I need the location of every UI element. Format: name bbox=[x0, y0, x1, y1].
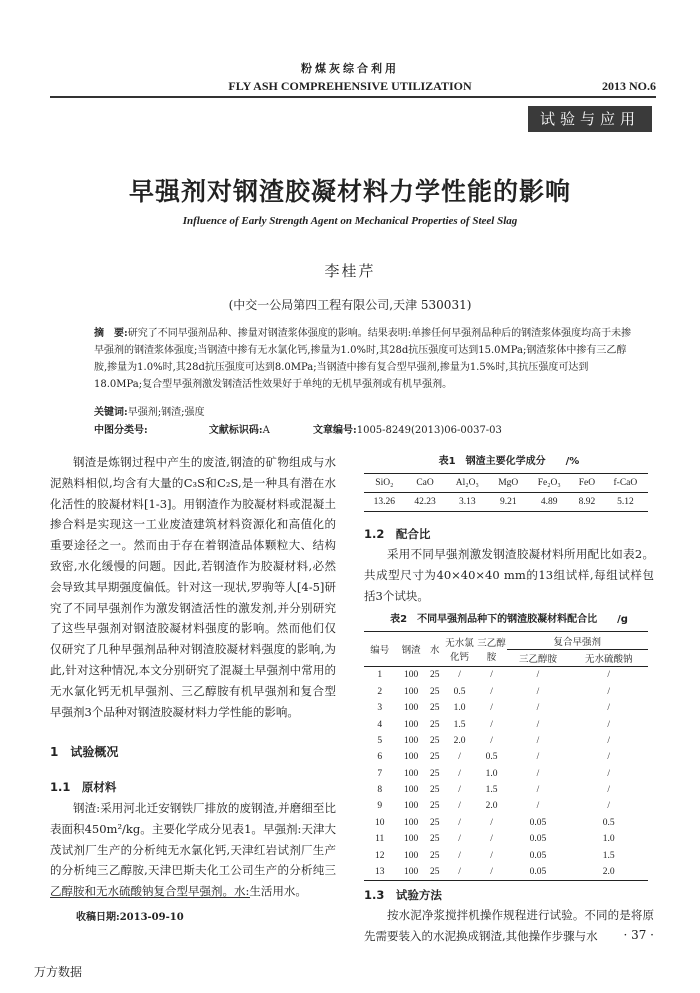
table-row bbox=[364, 847, 648, 863]
table2-cell: 25 bbox=[429, 817, 440, 828]
journal-title-en: FLY ASH COMPREHENSIVE UTILIZATION bbox=[228, 79, 472, 93]
doc-code-value: A bbox=[262, 425, 270, 436]
table1-caption: 表1 钢渣主要化学成分 /% bbox=[438, 456, 580, 467]
table2-cell: 100 bbox=[404, 817, 419, 828]
table2-caption: 表2 不同早强剂品种下的钢渣胶凝材料配合比 /g bbox=[390, 614, 628, 626]
table2-cell: 25 bbox=[429, 801, 440, 812]
table2-cell: 1.0 bbox=[485, 768, 498, 779]
table2-cell: 0.5 bbox=[485, 752, 498, 763]
table2-cell: 100 bbox=[404, 801, 419, 812]
table2-cell: / bbox=[458, 768, 461, 779]
table2-cell: 100 bbox=[404, 670, 419, 681]
table2-header: 编号 bbox=[364, 632, 395, 667]
affiliation: (中交一公局第四工程有限公司,天津 530031) bbox=[228, 298, 472, 312]
heading-1-2: 1.2 配合比 bbox=[364, 527, 431, 541]
table-row bbox=[364, 782, 648, 798]
materials-paragraph: 钢渣:采用河北迁安钢铁厂排放的废钢渣,并磨细至比表面积450m²/kg。主要化学成分见表1。早强剂:天津大茂试剂厂生产的分析纯无水氯化钙,天津红岩试剂厂生产的分析纯三乙醇胺,天津巴斯夫化工公司生产的分析纯三乙醇胺和无水硫酸钠复合型早强剂。水:生活用水。 bbox=[50, 800, 336, 899]
intro-paragraph: 钢渣是炼钢过程中产生的废渣,钢渣的矿物组成与水泥熟料相似,均含有大量的C₃S和C₂S,是一种具有潜在水化活性的胶凝材料[1-3]。用钢渣作为胶凝材料或混凝土掺合料是实现这一工业废渣建筑材料资源化和高值化的重要途径之一。然而由于存在着钢渣品体颗粒大、结构致密,水化缓慢的问题。因此,若钢渣作为胶凝材料,必然会导致其早期强度偏低。针对这一现状,罗驹等人[4-5]研究了不同早强剂作为激发钢渣活性的激发剂,并分别研究了这些早强剂对钢渣胶凝材料强度的影响。然而他们仅仅研究了几种早强剂品种对钢渣胶凝材料强度的影响,为此,针对这种情况,本文分别研究了混凝土早强剂中常用的无水氯化钙无机早强剂、三乙醇胺有机早强剂和复合型早强剂3个品种对钢渣胶凝材料力学性能的影响。 bbox=[50, 455, 336, 719]
table2-cell: 25 bbox=[429, 785, 440, 796]
left-column bbox=[50, 452, 336, 902]
table2-header: 三乙醇胺 bbox=[477, 632, 507, 667]
table2-cell: 7 bbox=[377, 768, 383, 779]
table2-cell: 25 bbox=[429, 850, 440, 861]
table-row bbox=[364, 716, 648, 732]
table1-header: Al₂O₃ bbox=[445, 474, 489, 493]
keywords-text: 早强剂;钢渣;强度 bbox=[127, 407, 205, 418]
table2-cell: 2.0 bbox=[453, 735, 466, 746]
table2-cell: 1.0 bbox=[602, 834, 615, 845]
table1-cell: 8.92 bbox=[571, 493, 603, 512]
table2-cell: / bbox=[607, 670, 611, 681]
table2-cell: / bbox=[536, 703, 540, 714]
table2-cell: / bbox=[490, 686, 493, 697]
table2-cell: / bbox=[536, 752, 540, 763]
mix-paragraph: 采用不同早强剂激发钢渣胶凝材料所用配比如表2。共成型尺寸为40×40×40 mm的13组试样,每组试样包括3个试块。 bbox=[364, 547, 654, 603]
abstract bbox=[94, 325, 634, 393]
table-row bbox=[364, 798, 648, 814]
table2-header: 三乙醇胺 bbox=[507, 649, 570, 666]
table-row bbox=[364, 684, 648, 700]
table2-body bbox=[364, 667, 648, 881]
table2-header: 无水氯化钙 bbox=[443, 632, 477, 667]
table2-cell: / bbox=[536, 719, 540, 730]
table2-cell: / bbox=[607, 735, 611, 746]
table2-cell: 8 bbox=[377, 785, 383, 796]
table1-header: CaO bbox=[405, 474, 446, 493]
table-row bbox=[364, 766, 648, 782]
article-no-label: 文章编号: bbox=[313, 425, 357, 436]
table2-cell: 100 bbox=[395, 864, 426, 881]
table2-cell: 1.5 bbox=[453, 719, 466, 730]
table2-cell: / bbox=[490, 817, 493, 828]
table2-cell: 2.0 bbox=[485, 801, 498, 812]
table2-cell: 9 bbox=[377, 801, 383, 812]
table2-cell: / bbox=[490, 703, 493, 714]
table2-cell: 1 bbox=[377, 670, 383, 681]
section-tag: 试验与应用 bbox=[528, 106, 652, 132]
article-no-value: 1005-8249(2013)06-0037-03 bbox=[356, 425, 502, 436]
table2-cell: 1.5 bbox=[602, 850, 615, 861]
abstract-text: 研究了不同早强剂品种、掺量对钢渣浆体强度的影响。结果表明:单掺任何早强剂品种后的钢渣浆体强度均高于未掺早强剂的钢渣浆体强度;当钢渣中掺有无水氯化钙,掺量为1.0%时,其28d抗压强度可达到15.0MPa;钢渣浆体中掺有三乙醇胺,掺量为1.0%时,其28d抗压强度可达到8.0MPa;当钢渣中掺有复合型早强剂,掺量为1.5%时,其抗压强度可达到18.0MPa;复合型早强剂激发钢渣活性效果好于单纯的无机早强剂或有机早强剂。 bbox=[94, 328, 632, 390]
method-block bbox=[364, 905, 654, 947]
right-column bbox=[364, 452, 654, 947]
table2-header: 复合早强剂 bbox=[507, 632, 648, 649]
table1-header: SiO₂ bbox=[364, 474, 405, 493]
table2-cell: 25 bbox=[429, 703, 440, 714]
table2-cell: / bbox=[490, 670, 493, 681]
table2-cell: / bbox=[490, 735, 493, 746]
table2-cell: / bbox=[607, 801, 611, 812]
table2-cell: 0.5 bbox=[602, 817, 615, 828]
keywords bbox=[94, 403, 204, 418]
table2-cell: 25 bbox=[429, 735, 440, 746]
table1-cell: 5.12 bbox=[603, 493, 648, 512]
heading-1-1: 1.1 原材料 bbox=[50, 780, 117, 795]
table2-cell: 25 bbox=[429, 686, 440, 697]
table2-cell: / bbox=[458, 785, 461, 796]
table2-cell: 100 bbox=[404, 703, 419, 714]
table-row bbox=[364, 749, 648, 765]
table1-header: f-CaO bbox=[603, 474, 648, 493]
table2-cell: / bbox=[536, 801, 540, 812]
table2-cell: / bbox=[458, 801, 461, 812]
table2-header: 钢渣 bbox=[395, 632, 426, 667]
table2-cell: 25 bbox=[429, 719, 440, 730]
issue-number: 2013 NO.6 bbox=[602, 79, 656, 93]
table1-cell: 9.21 bbox=[489, 493, 527, 512]
table2-cell: / bbox=[490, 834, 493, 845]
table2-cell: / bbox=[536, 735, 540, 746]
table2-cell: 2.0 bbox=[569, 864, 648, 881]
keywords-label: 关键词: bbox=[94, 407, 128, 418]
author: 李桂芹 bbox=[324, 262, 376, 280]
table2-cell: / bbox=[490, 850, 493, 861]
table2-cell: 25 bbox=[429, 670, 440, 681]
table2-cell: / bbox=[458, 850, 461, 861]
table2-cell: / bbox=[490, 719, 493, 730]
table2-cell: 5 bbox=[377, 735, 383, 746]
table2-cell: / bbox=[607, 752, 611, 763]
table-row bbox=[364, 815, 648, 831]
table2-cell: 0.05 bbox=[529, 834, 547, 845]
table2-cell: / bbox=[607, 686, 611, 697]
table2-cell: / bbox=[607, 703, 611, 714]
doc-code-label: 文献标识码: bbox=[208, 425, 263, 436]
table2-cell: 100 bbox=[404, 735, 419, 746]
table2-cell: 0.05 bbox=[529, 817, 547, 828]
table2-cell: 0.5 bbox=[453, 686, 466, 697]
table2-cell: 0.05 bbox=[529, 850, 547, 861]
table2-cell: 100 bbox=[404, 768, 419, 779]
method-paragraph: 按水泥净浆搅拌机操作规程进行试验。不同的是将原先需要装入的水泥换成钢渣,其他操作步骤与水 bbox=[364, 908, 654, 944]
table2-header: 无水硫酸钠 bbox=[569, 649, 648, 666]
table2-header: 水 bbox=[427, 632, 443, 667]
table2-cell: / bbox=[536, 768, 540, 779]
page-number: · 37 · bbox=[623, 928, 654, 942]
table2-cell: / bbox=[536, 686, 540, 697]
table2-cell: / bbox=[458, 670, 461, 681]
table2-cell: / bbox=[607, 719, 611, 730]
table2-cell: / bbox=[536, 785, 540, 796]
table1-cell: 13.26 bbox=[364, 493, 405, 512]
table2-cell: 2 bbox=[377, 686, 383, 697]
table1-cell: 3.13 bbox=[445, 493, 489, 512]
table1-cell: 4.89 bbox=[527, 493, 571, 512]
table-row bbox=[364, 831, 648, 847]
table2-cell: / bbox=[458, 817, 461, 828]
table2-cell: / bbox=[607, 768, 611, 779]
table-row bbox=[364, 667, 648, 684]
table-row bbox=[364, 700, 648, 716]
table1-header: Fe₂O₃ bbox=[527, 474, 571, 493]
clc-label: 中图分类号: bbox=[94, 425, 148, 436]
table2-cell: 100 bbox=[404, 686, 419, 697]
table2-cell: 1.5 bbox=[485, 785, 498, 796]
abstract-label: 摘 要: bbox=[94, 328, 128, 339]
table2-cell: 1.0 bbox=[453, 703, 466, 714]
heading-1: 1 试验概况 bbox=[50, 745, 119, 760]
table2-cell: 25 bbox=[429, 768, 440, 779]
table1 bbox=[364, 473, 648, 512]
table2-cell: 13 bbox=[364, 864, 395, 881]
table-row bbox=[364, 864, 648, 881]
mix-block bbox=[364, 544, 654, 606]
table2-cell: / bbox=[477, 864, 507, 881]
table2-cell: 0.05 bbox=[507, 864, 570, 881]
table2-cell: 100 bbox=[404, 834, 419, 845]
header-rule bbox=[50, 96, 656, 98]
table1-header: MgO bbox=[489, 474, 527, 493]
table2-cell: 10 bbox=[374, 817, 385, 828]
table2-cell: 100 bbox=[404, 719, 419, 730]
table2-cell: / bbox=[458, 752, 461, 763]
classification-line bbox=[94, 421, 634, 436]
table-row bbox=[364, 733, 648, 749]
table2-cell: 6 bbox=[377, 752, 383, 763]
footnote-rule bbox=[50, 897, 250, 898]
table2-cell: 4 bbox=[377, 719, 383, 730]
table1-cell: 42.23 bbox=[405, 493, 446, 512]
table2-cell: 100 bbox=[404, 850, 419, 861]
table2-cell: / bbox=[443, 864, 477, 881]
table2-cell: 100 bbox=[404, 785, 419, 796]
table2-cell: 25 bbox=[429, 834, 440, 845]
table2-cell: 12 bbox=[374, 850, 385, 861]
table2-cell: 3 bbox=[377, 703, 383, 714]
table2 bbox=[364, 631, 648, 881]
journal-title-cn: 粉煤灰综合利用 bbox=[301, 62, 399, 75]
table2-cell: 25 bbox=[429, 752, 440, 763]
article-title-cn: 早强剂对钢渣胶凝材料力学性能的影响 bbox=[128, 177, 571, 206]
table1-header: FeO bbox=[571, 474, 603, 493]
received-date: 收稿日期:2013-09-10 bbox=[76, 912, 184, 923]
table2-cell: 25 bbox=[427, 864, 443, 881]
table2-cell: / bbox=[607, 785, 611, 796]
table2-cell: / bbox=[536, 670, 540, 681]
heading-1-3: 1.3 试验方法 bbox=[364, 888, 442, 903]
watermark: 万方数据 bbox=[34, 965, 83, 979]
table2-cell: 11 bbox=[375, 834, 385, 845]
article-title-en: Influence of Early Strength Agent on Mechanical Properties of Steel Slag bbox=[182, 215, 518, 227]
table2-cell: 100 bbox=[404, 752, 419, 763]
table2-cell: / bbox=[458, 834, 461, 845]
